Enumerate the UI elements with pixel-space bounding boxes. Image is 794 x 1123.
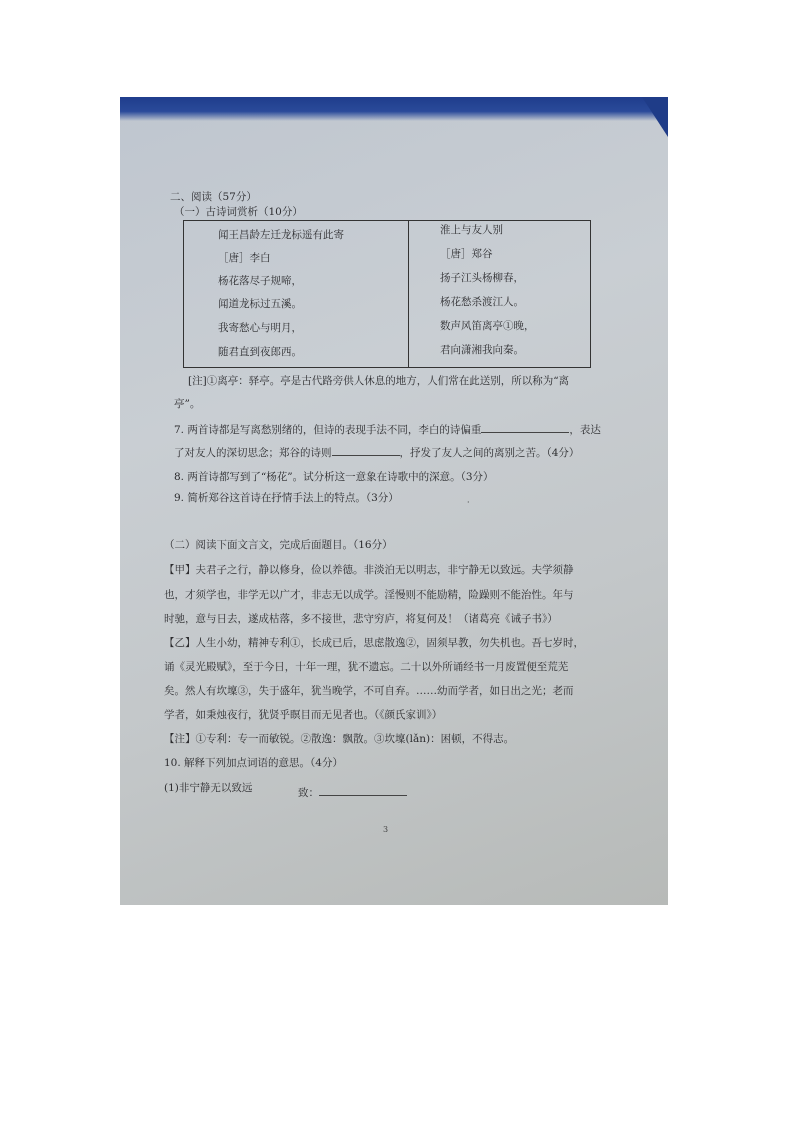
poem1-title: 闻王昌龄左迁龙标遥有此寄 (218, 229, 344, 241)
document-photo (120, 97, 668, 905)
question-10: 10. 解释下列加点词语的意思。（4分） (164, 757, 343, 769)
answer-label: 致： (298, 787, 319, 799)
answer-blank[interactable] (332, 445, 400, 456)
question-7-text: 了对友人的深切思念；郑谷的诗则 (174, 447, 332, 459)
poem-table-divider (408, 221, 409, 367)
passage-jia-line: 也，才须学也，非学无以广才，非志无以成学。淫慢则不能励精，险躁则不能治性。年与 (164, 589, 574, 601)
question-8: 8. 两首诗都写到了“杨花”。试分析这一意象在诗歌中的深意。（3分） (174, 471, 494, 483)
poem1-line: 我寄愁心与明月， (218, 322, 302, 334)
poem2-line: 杨花愁杀渡江人。 (440, 296, 524, 308)
passage-yi-line: 诵《灵光殿赋》，至于今日，十年一理，犹不遗忘。二十以外所诵经书一月废置便至荒芜 (164, 661, 569, 673)
poem2-line: 扬子江头杨柳春， (440, 272, 524, 284)
answer-blank[interactable] (319, 785, 407, 796)
poem1-line: 闻道龙标过五溪。 (218, 298, 302, 310)
answer-blank[interactable] (481, 422, 569, 433)
poem2-title: 淮上与友人别 (440, 224, 503, 236)
poem1-line: 随君直到夜郎西。 (218, 346, 302, 358)
passage-jia-line: 【甲】夫君子之行，静以修身，俭以养德。非淡泊无以明志，非宁静无以致远。夫学须静 (164, 564, 574, 576)
subsection-poetry-heading: （一）古诗词赏析（10分） (174, 206, 303, 218)
poem2-line: 数声风笛离亭①晚， (440, 320, 535, 332)
question-7-text: 7. 两首诗都是写离愁别绪的，但诗的表现手法不同，李白的诗偏重 (174, 424, 482, 436)
subsection-classical-heading: （二）阅读下面文言文，完成后面题目。（16分） (164, 539, 393, 551)
poem2-line: 君向潇湘我向秦。 (440, 344, 524, 356)
poem1-line: 杨花落尽子规啼， (218, 275, 302, 287)
stray-mark: · (467, 498, 470, 507)
blue-background-edge (120, 97, 668, 121)
question-7-text: ，表达 (569, 424, 601, 436)
page-number: 3 (383, 825, 389, 834)
section-heading: 二、阅读（57分） (170, 191, 257, 203)
poem-note-line: [注]①离亭：驿亭。亭是古代路旁供人休息的地方，人们常在此送别，所以称为“离 (188, 375, 570, 387)
question-10-item-1-answer (298, 785, 407, 800)
poem-note-line: 亭”。 (174, 398, 201, 410)
passage-yi-line: 矣。然人有坎壈③，失于盛年，犹当晚学，不可自弃。……幼而学者，如日出之光；老而 (164, 685, 574, 697)
question-7-line-2 (174, 445, 579, 460)
question-10-item-1: (1)非宁静无以致远 (164, 782, 253, 794)
passage-jia-line: 时驰，意与日去，遂成枯落，多不接世，悲守穷庐，将复何及！（诸葛亮《诫子书》） (164, 613, 558, 625)
question-7-text: ，抒发了友人之间的离别之苦。（4分） (399, 447, 580, 459)
poem-table (183, 220, 591, 368)
question-9: 9. 简析郑谷这首诗在抒情手法上的特点。（3分） (174, 492, 399, 504)
passage-note: 【注】①专利：专一而敏锐。②散逸：飘散。③坎壈(lǎn)：困顿，不得志。 (164, 733, 515, 745)
question-7-line-1 (174, 422, 601, 437)
passage-yi-line: 【乙】人生小幼，精神专利①，长成已后，思虑散逸②，固须早教，勿失机也。吾七岁时， (164, 637, 584, 649)
poem1-author: ［唐］李白 (218, 252, 271, 264)
poem2-author: ［唐］郑谷 (440, 248, 493, 260)
passage-yi-line: 学者，如秉烛夜行，犹贤乎瞑目而无见者也。（《颜氏家训》） (164, 709, 443, 721)
